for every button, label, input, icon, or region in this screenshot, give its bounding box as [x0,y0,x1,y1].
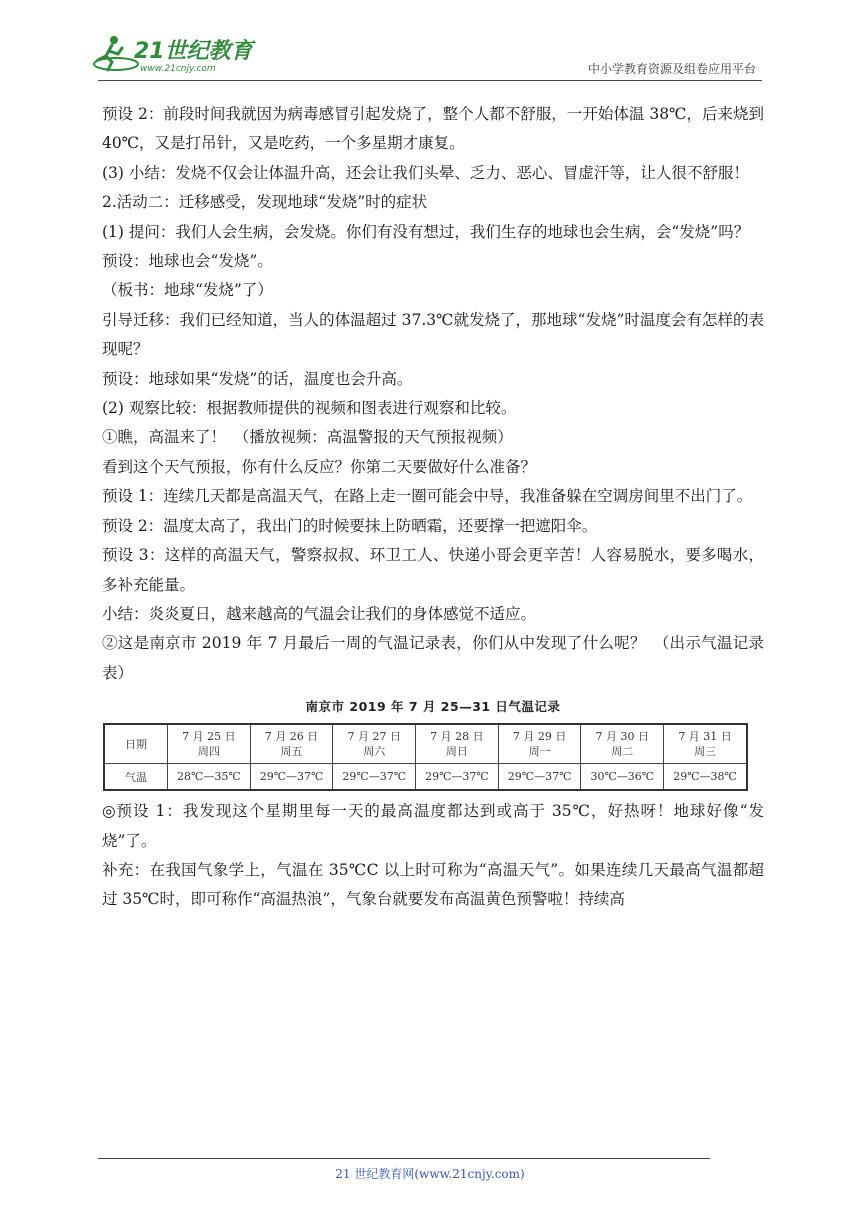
paragraph: 预设：地球如果“发烧”的话，温度也会升高。 [102,369,413,388]
paragraph: 引导迁移：我们已经知道，当人的体温超过 37.3℃就发烧了，那地球“发烧”时温度会有怎样的表现呢？ [102,310,764,359]
table-title: 南京市 2019 年 7 月 25—31 日气温记录 [305,699,561,715]
site-logo[interactable] [92,32,262,78]
temp-cell: 29℃—37℃ [333,764,416,791]
date-cell: 7 月 31 日 周三 [664,724,747,764]
paragraph: 预设 1：连续几天都是高温天气，在路上走一圈可能会中导，我准备躲在空调房间里不出门了。 [102,487,753,506]
footer-divider [98,1158,710,1159]
date-cell: 7 月 25 日 周四 [168,724,251,764]
footer-link[interactable]: 21 世纪教育网(www.21cnjy.com) [335,1167,525,1181]
paragraph: ②这是南京市 2019 年 7 月最后一周的气温记录表，你们从中发现了什么呢？ （出示气温记录表） [102,634,764,682]
table-row-temp [104,764,747,791]
date-cell: 7 月 30 日 周二 [581,724,664,764]
table-row-date [104,724,747,764]
paragraph: 看到这个天气预报，你有什么反应？你第二天要做好什么准备？ [102,457,537,476]
temp-cell: 28℃—35℃ [168,764,251,791]
date-cell: 7 月 26 日 周五 [250,724,333,764]
temp-cell: 29℃—37℃ [498,764,581,791]
paragraph: (1) 提问：我们人会生病，会发烧。你们有没有想过，我们生存的地球也会生病，会“发烧”吗？ [102,222,750,241]
document-body [102,100,764,915]
paragraph: 预设 3：这样的高温天气，警察叔叔、环卫工人、快递小哥会更辛苦！人容易脱水，要多喝水，多补充能量。 [102,546,764,594]
paragraph: ◎预设 1：我发现这个星期里每一天的最高温度都达到或高于 35℃，好热呀！地球好像“发烧”了。 [102,802,764,850]
paragraph: 预设 2：温度太高了，我出门的时候要抹上防晒霜，还要撑一把遮阳伞。 [102,516,598,535]
runner-logo-icon [92,32,262,78]
temp-cell: 29℃—37℃ [250,764,333,791]
temp-cell: 29℃—37℃ [416,764,499,791]
row-header-date: 日期 [104,724,168,764]
header-divider [98,80,762,81]
paragraph: 2.活动二：迁移感受，发现地球“发烧”时的症状 [102,193,428,212]
page-header [0,0,860,82]
paragraph: 预设 2：前段时间我就因为病毒感冒引起发烧了，整个人都不舒服，一开始体温 38℃，后来烧到 40℃，又是打吊针，又是吃药，一个多星期才康复。 [102,105,764,153]
date-cell: 7 月 27 日 周六 [333,724,416,764]
paragraph: ①瞧，高温来了！ （播放视频：高温警报的天气预报视频） [102,428,513,447]
logo-url: www.21cnjy.com [140,64,216,74]
paragraph: (2) 观察比较：根据教师提供的视频和图表进行观察和比较。 [102,399,517,418]
paragraph: 小结：炎炎夏日，越来越高的气温会让我们的身体感觉不适应。 [102,604,537,623]
paragraph: (3) 小结：发烧不仅会让体温升高，还会让我们头晕、乏力、恶心、冒虚汗等，让人很不舒服！ [102,163,749,182]
temp-cell: 30℃—36℃ [581,764,664,791]
platform-name: 中小学教育资源及组卷应用平台 [587,62,756,76]
temperature-table-figure [102,697,764,791]
paragraph: 预设：地球也会“发烧”。 [102,252,273,271]
row-header-temp: 气温 [104,764,168,791]
paragraph: （板书：地球“发烧”了） [102,281,273,300]
temperature-table [103,723,748,791]
date-cell: 7 月 28 日 周日 [416,724,499,764]
date-cell: 7 月 29 日 周一 [498,724,581,764]
paragraph: 补充：在我国气象学上，气温在 35℃C 以上时可称为“高温天气”。如果连续几天最高气温都超过 35℃时，即可称作“高温热浪”，气象台就要发布高温黄色预警啦！持续高 [102,860,764,909]
logo-text: 21世纪教育 [134,39,253,64]
temp-cell: 29℃—38℃ [664,764,747,791]
